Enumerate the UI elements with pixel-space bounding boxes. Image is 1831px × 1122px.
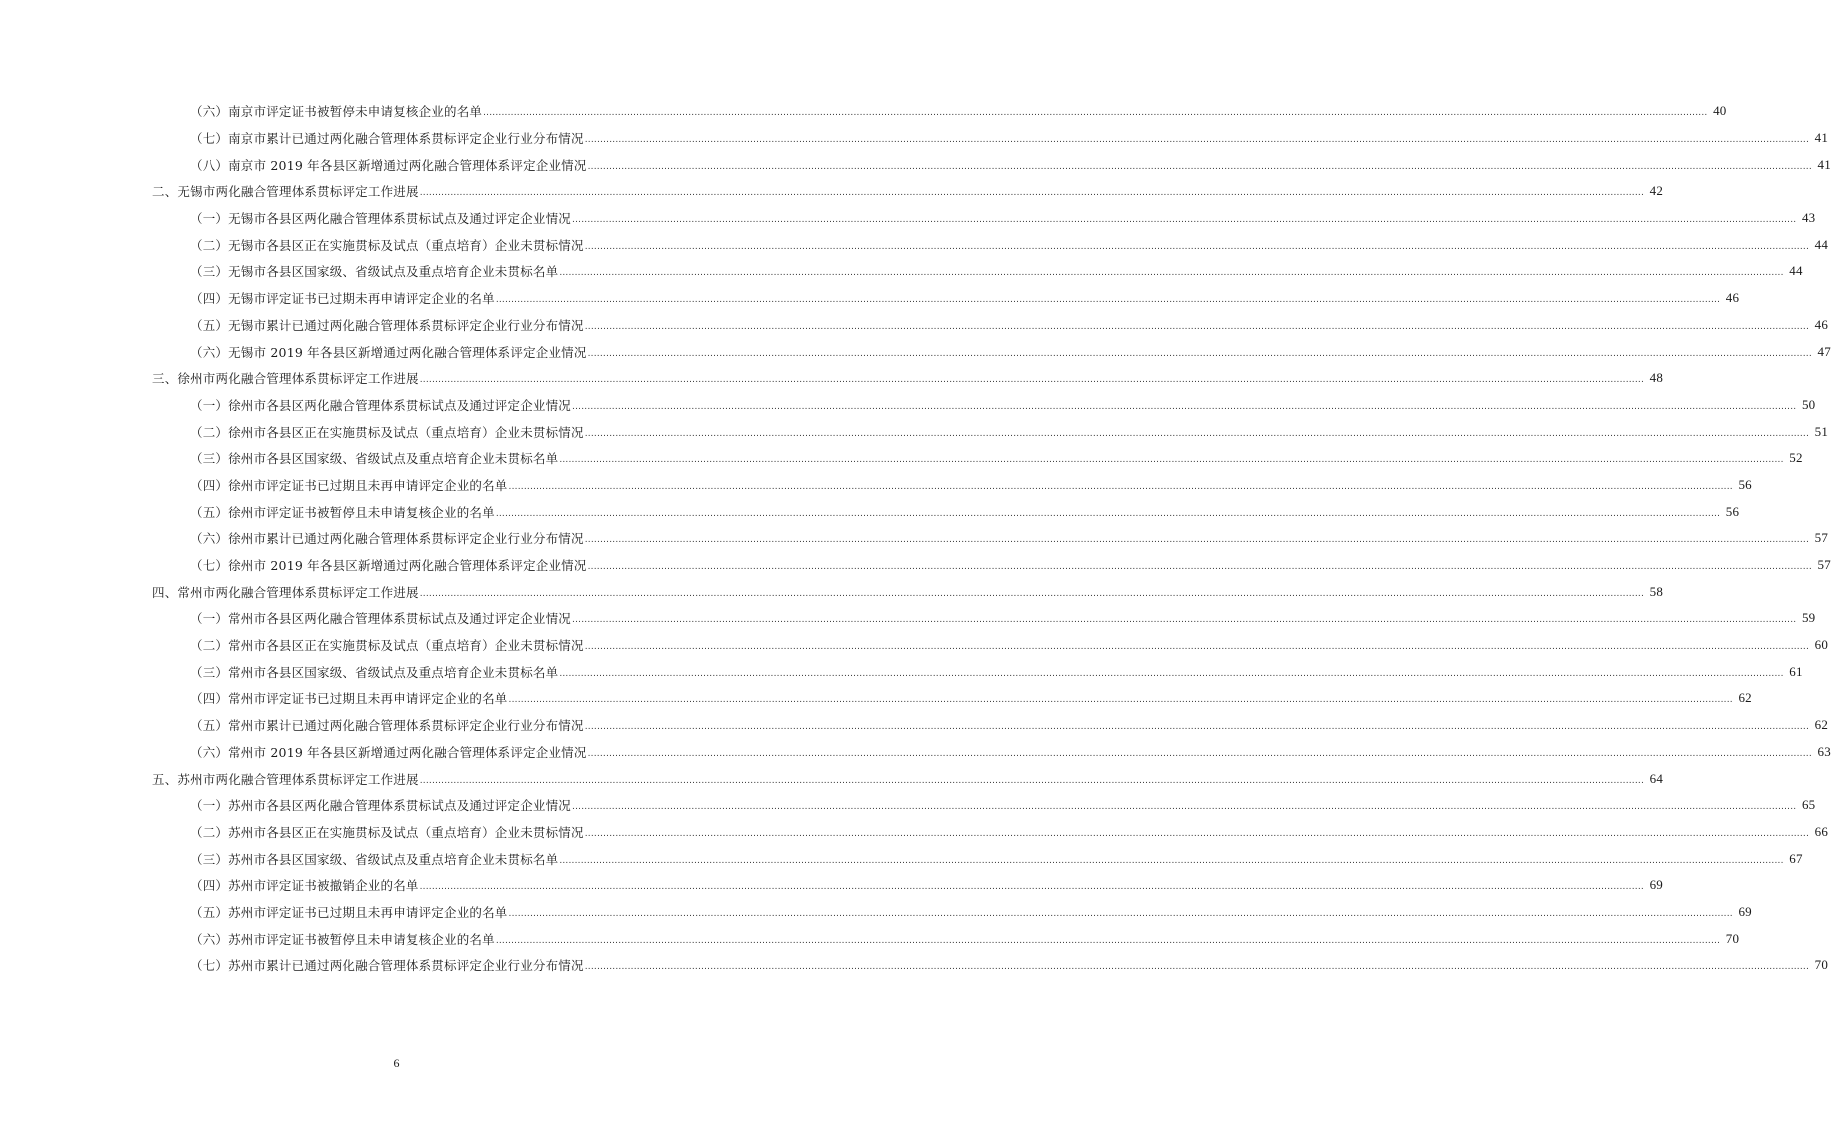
- toc-entry-title: 常州市各县区国家级、省级试点及重点培育企业未贯标名单: [228, 664, 559, 680]
- toc-entry-page: 63: [1817, 743, 1831, 759]
- toc-entry-title: 无锡市评定证书已过期未再申请评定企业的名单: [228, 291, 495, 307]
- toc-dot-leader: ................................................................................................................................................................................................................................................................................................................................................................................................................: [495, 935, 1721, 946]
- toc-entry-page: 59: [1801, 610, 1816, 626]
- toc-subsection-entry[interactable]: [0, 285, 1740, 312]
- toc-entry-number: 五、: [152, 771, 178, 787]
- toc-entry-number: （五）: [190, 317, 229, 333]
- toc-entry-title: 无锡市各县区国家级、省级试点及重点培育企业未贯标名单: [228, 264, 559, 280]
- toc-entry-title: 苏州市各县区国家级、省级试点及重点培育企业未贯标名单: [228, 851, 559, 867]
- toc-entry-page: 47: [1817, 343, 1831, 359]
- toc-entry-page: 52: [1789, 450, 1803, 466]
- toc-subsection-entry[interactable]: [0, 125, 1829, 152]
- toc-subsection-entry[interactable]: [0, 418, 1829, 445]
- toc-dot-leader: ................................................................................................................................................................................................................................................................................................................................................................................................................: [572, 401, 1797, 412]
- toc-dot-leader: ................................................................................................................................................................................................................................................................................................................................................................................................................: [495, 295, 1721, 306]
- toc-dot-leader: ................................................................................................................................................................................................................................................................................................................................................................................................................: [584, 722, 1810, 733]
- toc-entry-page: 56: [1725, 503, 1740, 519]
- toc-subsection-entry[interactable]: [0, 258, 1803, 285]
- toc-subsection-entry[interactable]: [0, 445, 1803, 472]
- toc-subsection-entry[interactable]: [0, 685, 1752, 712]
- toc-entry-page: 69: [1649, 877, 1663, 893]
- toc-entry-page: 46: [1814, 316, 1829, 332]
- toc-entry-number: （一）: [190, 397, 229, 413]
- toc-entry-title: 苏州市评定证书已过期且未再申请评定企业的名单: [228, 904, 508, 920]
- toc-entry-number: 四、: [152, 584, 178, 600]
- toc-dot-leader: ................................................................................................................................................................................................................................................................................................................................................................................................................: [584, 241, 1810, 252]
- toc-entry-number: （六）: [190, 931, 229, 947]
- toc-entry-number: （五）: [190, 904, 229, 920]
- toc-dot-leader: ................................................................................................................................................................................................................................................................................................................................................................................................................: [584, 962, 1810, 973]
- toc-dot-leader: ................................................................................................................................................................................................................................................................................................................................................................................................................: [587, 748, 1812, 759]
- toc-entry-title: 徐州市各县区两化融合管理体系贯标试点及通过评定企业情况: [228, 397, 572, 413]
- toc-entry-number: （三）: [190, 664, 229, 680]
- toc-entry-number: （六）: [190, 531, 229, 547]
- toc-subsection-entry[interactable]: [0, 605, 1816, 632]
- toc-entry-number: （一）: [190, 211, 229, 227]
- toc-entry-title: 常州市两化融合管理体系贯标评定工作进展: [177, 584, 419, 600]
- toc-entry-number: 二、: [152, 184, 178, 200]
- toc-entry-page: 50: [1801, 396, 1816, 412]
- toc-subsection-entry[interactable]: [0, 658, 1803, 685]
- toc-entry-number: （四）: [190, 878, 229, 894]
- toc-entry-page: 62: [1814, 717, 1829, 733]
- toc-entry-title: 无锡市 2019 年各县区新增通过两化融合管理体系评定企业情况: [228, 344, 587, 360]
- toc-entry-title: 苏州市各县区正在实施贯标及试点（重点培育）企业未贯标情况: [228, 824, 584, 840]
- toc-entry-number: （五）: [190, 504, 229, 520]
- toc-entry-page: 61: [1789, 663, 1803, 679]
- toc-dot-leader: ................................................................................................................................................................................................................................................................................................................................................................................................................: [419, 775, 1645, 786]
- toc-entry-title: 徐州市 2019 年各县区新增通过两化融合管理体系评定企业情况: [228, 558, 587, 574]
- toc-entry-page: 67: [1789, 850, 1803, 866]
- toc-dot-leader: ................................................................................................................................................................................................................................................................................................................................................................................................................: [559, 668, 1784, 679]
- toc-entry-number: （七）: [190, 558, 229, 574]
- toc-dot-leader: ................................................................................................................................................................................................................................................................................................................................................................................................................: [587, 348, 1812, 359]
- toc-entry-page: 64: [1649, 770, 1664, 786]
- toc-entry-number: （三）: [190, 451, 229, 467]
- toc-dot-leader: ................................................................................................................................................................................................................................................................................................................................................................................................................: [584, 642, 1810, 653]
- toc-entry-number: （六）: [190, 744, 229, 760]
- toc-subsection-entry[interactable]: [0, 552, 1831, 579]
- toc-section-entry[interactable]: [0, 578, 1664, 605]
- toc-subsection-entry[interactable]: [0, 498, 1740, 525]
- toc-entry-page: 60: [1814, 637, 1829, 653]
- toc-dot-leader: ................................................................................................................................................................................................................................................................................................................................................................................................................: [584, 321, 1810, 332]
- toc-entry-title: 无锡市各县区两化融合管理体系贯标试点及通过评定企业情况: [228, 211, 572, 227]
- toc-subsection-entry[interactable]: [0, 872, 1663, 899]
- toc-entry-title: 南京市 2019 年各县区新增通过两化融合管理体系评定企业情况: [228, 157, 587, 173]
- toc-subsection-entry[interactable]: [0, 151, 1831, 178]
- toc-entry-page: 46: [1725, 290, 1740, 306]
- toc-dot-leader: ................................................................................................................................................................................................................................................................................................................................................................................................................: [559, 855, 1784, 866]
- toc-entry-title: 常州市各县区正在实施贯标及试点（重点培育）企业未贯标情况: [228, 638, 584, 654]
- toc-section-entry[interactable]: [0, 178, 1664, 205]
- toc-entry-title: 徐州市各县区正在实施贯标及试点（重点培育）企业未贯标情况: [228, 424, 584, 440]
- toc-entry-page: 58: [1649, 583, 1664, 599]
- toc-subsection-entry[interactable]: [0, 819, 1829, 846]
- toc-entry-page: 70: [1725, 930, 1740, 946]
- toc-dot-leader: ................................................................................................................................................................................................................................................................................................................................................................................................................: [584, 428, 1810, 439]
- toc-entry-title: 常州市各县区两化融合管理体系贯标试点及通过评定企业情况: [228, 611, 572, 627]
- toc-dot-leader: ................................................................................................................................................................................................................................................................................................................................................................................................................: [419, 375, 1645, 386]
- toc-entry-page: 57: [1817, 557, 1831, 573]
- toc-entry-page: 56: [1738, 476, 1752, 492]
- toc-dot-leader: ................................................................................................................................................................................................................................................................................................................................................................................................................: [572, 615, 1797, 626]
- toc-entry-page: 44: [1814, 236, 1829, 252]
- toc-section-entry[interactable]: [0, 365, 1664, 392]
- toc-entry-page: 66: [1814, 823, 1829, 839]
- toc-entry-page: 43: [1801, 210, 1816, 226]
- toc-dot-leader: ................................................................................................................................................................................................................................................................................................................................................................................................................: [572, 215, 1797, 226]
- toc-entry-number: （三）: [190, 264, 229, 280]
- toc-subsection-entry[interactable]: [0, 712, 1829, 739]
- toc-entry-number: （四）: [190, 291, 229, 307]
- toc-entry-page: 51: [1814, 423, 1829, 439]
- toc-entry-title: 无锡市各县区正在实施贯标及试点（重点培育）企业未贯标情况: [228, 237, 584, 253]
- toc-dot-leader: ................................................................................................................................................................................................................................................................................................................................................................................................................: [419, 188, 1645, 199]
- toc-subsection-entry[interactable]: [0, 231, 1829, 258]
- toc-entry-title: 苏州市各县区两化融合管理体系贯标试点及通过评定企业情况: [228, 798, 572, 814]
- toc-entry-title: 徐州市累计已通过两化融合管理体系贯标评定企业行业分布情况: [228, 531, 584, 547]
- toc-entry-title: 苏州市评定证书被撤销企业的名单: [228, 878, 419, 894]
- toc-section-entry[interactable]: [0, 765, 1664, 792]
- toc-subsection-entry[interactable]: [0, 98, 1727, 125]
- toc-entry-title: 南京市累计已通过两化融合管理体系贯标评定企业行业分布情况: [228, 131, 584, 147]
- toc-entry-number: （二）: [190, 638, 229, 654]
- toc-entry-page: 69: [1738, 903, 1752, 919]
- toc-subsection-entry[interactable]: [0, 472, 1752, 499]
- toc-entry-page: 65: [1801, 797, 1816, 813]
- toc-subsection-entry[interactable]: [0, 525, 1829, 552]
- toc-entry-page: 40: [1713, 103, 1727, 119]
- toc-dot-leader: ................................................................................................................................................................................................................................................................................................................................................................................................................: [495, 508, 1721, 519]
- toc-dot-leader: ................................................................................................................................................................................................................................................................................................................................................................................................................: [508, 481, 1733, 492]
- toc-dot-leader: ................................................................................................................................................................................................................................................................................................................................................................................................................: [587, 562, 1812, 573]
- toc-subsection-entry[interactable]: [0, 845, 1803, 872]
- toc-entry-title: 苏州市累计已通过两化融合管理体系贯标评定企业行业分布情况: [228, 958, 584, 974]
- toc-dot-leader: ................................................................................................................................................................................................................................................................................................................................................................................................................: [572, 802, 1797, 813]
- toc-subsection-entry[interactable]: [0, 899, 1752, 926]
- toc-subsection-entry[interactable]: [0, 312, 1829, 339]
- toc-subsection-entry[interactable]: [0, 925, 1740, 952]
- toc-entry-number: （一）: [190, 798, 229, 814]
- toc-entry-page: 41: [1817, 156, 1831, 172]
- toc-subsection-entry[interactable]: [0, 792, 1816, 819]
- toc-dot-leader: ................................................................................................................................................................................................................................................................................................................................................................................................................: [559, 455, 1784, 466]
- toc-entry-number: （七）: [190, 958, 229, 974]
- toc-entry-number: （六）: [190, 104, 229, 120]
- toc-entry-number: （七）: [190, 131, 229, 147]
- toc-subsection-entry[interactable]: [0, 392, 1816, 419]
- toc-entry-title: 徐州市两化融合管理体系贯标评定工作进展: [177, 371, 419, 387]
- toc-entry-title: 苏州市评定证书被暂停且未申请复核企业的名单: [228, 931, 495, 947]
- page-number: 6: [393, 1056, 400, 1070]
- toc-entry-page: 44: [1789, 263, 1803, 279]
- toc-entry-title: 徐州市各县区国家级、省级试点及重点培育企业未贯标名单: [228, 451, 559, 467]
- toc-entry-number: （四）: [190, 691, 229, 707]
- toc-dot-leader: ................................................................................................................................................................................................................................................................................................................................................................................................................: [559, 268, 1784, 279]
- table-of-contents: [0, 98, 1831, 979]
- toc-subsection-entry[interactable]: [0, 205, 1816, 232]
- toc-entry-number: （二）: [190, 424, 229, 440]
- toc-entry-title: 徐州市评定证书已过期且未再申请评定企业的名单: [228, 477, 508, 493]
- toc-entry-number: （二）: [190, 237, 229, 253]
- toc-entry-title: 无锡市两化融合管理体系贯标评定工作进展: [177, 184, 419, 200]
- toc-entry-page: 41: [1814, 130, 1829, 146]
- toc-dot-leader: ................................................................................................................................................................................................................................................................................................................................................................................................................: [584, 135, 1810, 146]
- toc-dot-leader: ................................................................................................................................................................................................................................................................................................................................................................................................................: [584, 828, 1810, 839]
- toc-entry-number: （五）: [190, 718, 229, 734]
- toc-dot-leader: ................................................................................................................................................................................................................................................................................................................................................................................................................: [508, 908, 1733, 919]
- toc-dot-leader: ................................................................................................................................................................................................................................................................................................................................................................................................................: [584, 535, 1810, 546]
- toc-entry-number: （六）: [190, 344, 229, 360]
- toc-subsection-entry[interactable]: [0, 952, 1829, 979]
- toc-entry-page: 48: [1649, 370, 1664, 386]
- toc-entry-number: （八）: [190, 157, 229, 173]
- toc-dot-leader: ................................................................................................................................................................................................................................................................................................................................................................................................................: [483, 108, 1708, 119]
- toc-entry-title: 无锡市累计已通过两化融合管理体系贯标评定企业行业分布情况: [228, 317, 584, 333]
- toc-entry-title: 苏州市两化融合管理体系贯标评定工作进展: [177, 771, 419, 787]
- toc-entry-title: 常州市 2019 年各县区新增通过两化融合管理体系评定企业情况: [228, 744, 587, 760]
- toc-subsection-entry[interactable]: [0, 338, 1831, 365]
- toc-entry-title: 徐州市评定证书被暂停且未申请复核企业的名单: [228, 504, 495, 520]
- toc-dot-leader: ................................................................................................................................................................................................................................................................................................................................................................................................................: [419, 882, 1644, 893]
- toc-entry-title: 常州市累计已通过两化融合管理体系贯标评定企业行业分布情况: [228, 718, 584, 734]
- toc-entry-page: 42: [1649, 183, 1664, 199]
- toc-dot-leader: ................................................................................................................................................................................................................................................................................................................................................................................................................: [508, 695, 1733, 706]
- toc-subsection-entry[interactable]: [0, 632, 1829, 659]
- toc-dot-leader: ................................................................................................................................................................................................................................................................................................................................................................................................................: [587, 161, 1812, 172]
- toc-entry-title: 常州市评定证书已过期且未再申请评定企业的名单: [228, 691, 508, 707]
- toc-entry-number: （三）: [190, 851, 229, 867]
- toc-entry-page: 57: [1814, 530, 1829, 546]
- toc-entry-title: 南京市评定证书被暂停未申请复核企业的名单: [228, 104, 483, 120]
- toc-entry-page: 70: [1814, 957, 1829, 973]
- toc-entry-page: 62: [1738, 690, 1752, 706]
- toc-subsection-entry[interactable]: [0, 739, 1831, 766]
- toc-entry-number: 三、: [152, 371, 178, 387]
- toc-entry-number: （四）: [190, 477, 229, 493]
- toc-entry-number: （二）: [190, 824, 229, 840]
- toc-entry-number: （一）: [190, 611, 229, 627]
- toc-dot-leader: ................................................................................................................................................................................................................................................................................................................................................................................................................: [419, 588, 1645, 599]
